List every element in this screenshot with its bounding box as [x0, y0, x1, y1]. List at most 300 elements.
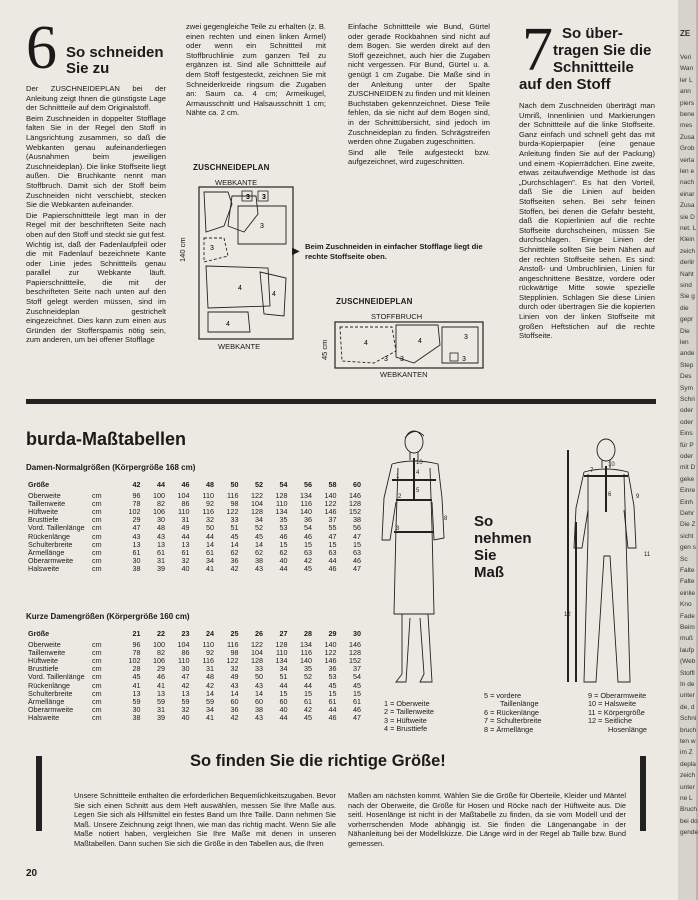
- measurement-value: 46: [304, 531, 312, 541]
- measurement-value: 46: [279, 531, 288, 541]
- measurement-value: 128: [349, 648, 361, 658]
- measurement-value: 40: [181, 563, 190, 573]
- adjacent-page-fragment: gende: [680, 829, 698, 837]
- measurement-value: 61: [157, 547, 165, 557]
- measurement-value: 44: [279, 680, 288, 690]
- measurement-value: 116: [202, 507, 214, 517]
- measurement-value: 51: [279, 672, 288, 682]
- measurement-value: 63: [304, 547, 312, 557]
- measurement-value: 59: [206, 696, 214, 706]
- measure-title-3: Sie: [474, 547, 497, 564]
- measurement-value: 30: [132, 704, 141, 714]
- table-row: [26, 557, 363, 565]
- measurement-value: 102: [128, 656, 141, 666]
- measurement-value: 140: [324, 491, 337, 501]
- measurement-value: 44: [279, 563, 288, 573]
- measurement-value: 38: [353, 515, 361, 525]
- measurement-value: 15: [279, 688, 288, 698]
- measurement-value: 41: [206, 712, 214, 722]
- adjacent-page-fragment: Stoffl: [680, 669, 695, 677]
- measurement-value: 140: [300, 507, 312, 517]
- measure-title-1: So: [474, 513, 494, 530]
- measurement-value: 31: [157, 555, 165, 565]
- section-7-text: [519, 101, 655, 342]
- measurement-value: 59: [157, 696, 165, 706]
- section-divider: [26, 399, 656, 404]
- plan-1-width-label: 140 cm: [178, 237, 187, 262]
- measurement-value: 110: [202, 640, 214, 650]
- measurement-value: 110: [178, 656, 190, 666]
- piece-number: 3: [464, 334, 468, 341]
- measurement-unit: cm: [92, 672, 102, 682]
- tables-title: burda-Maßtabellen: [26, 429, 187, 449]
- measurement-value: 92: [206, 648, 214, 658]
- measurement-value: 29: [157, 664, 165, 674]
- table-header-row: [26, 630, 363, 641]
- measurement-value: 100: [153, 640, 165, 650]
- paragraph: Beim Zuschneiden in doppelter Stofflage falten Sie in der Regel den Stoff in Längsrichtung zusammen, so daß die Webkanten genau aufeinanderliegen (Ausnahmen beim jeweiligen Zuschneideplan). Die linke Stoffseite liegt außen. Die Bruchkante nennt man Stoffbruch. Damit sich der Stoff beim Zuschneiden nicht verschiebt, stecken Sie die Webkanten aufeinander.: [26, 113, 166, 210]
- size-header: 23: [181, 629, 190, 638]
- measurement-value: 38: [132, 712, 141, 722]
- measurement-value: 48: [157, 523, 165, 533]
- measurement-unit: cm: [92, 499, 102, 509]
- measurement-value: 61: [328, 696, 337, 706]
- legend-item: 1 = Oberweite: [384, 699, 430, 708]
- section-6-title-1: So schneiden: [66, 44, 164, 61]
- measurement-value: 104: [251, 499, 263, 509]
- measurement-value: 38: [132, 563, 141, 573]
- adjacent-page-fragment: Fade: [680, 612, 695, 620]
- adjacent-page-fragment: zeich: [680, 247, 696, 255]
- measurement-unit: cm: [92, 688, 102, 698]
- table-header-row: [26, 481, 363, 492]
- measurement-unit: cm: [92, 539, 102, 549]
- figure-number: 4: [416, 470, 420, 476]
- measurement-value: 128: [251, 656, 263, 666]
- adjacent-page-fragment: Falte: [680, 578, 695, 586]
- size-header: 52: [255, 480, 263, 489]
- measurement-unit: cm: [92, 547, 102, 557]
- measurement-value: 51: [230, 523, 239, 533]
- piece-number: 4: [272, 291, 276, 298]
- measurement-name: Ärmellänge: [28, 696, 65, 706]
- measurement-value: 34: [279, 664, 288, 674]
- measurement-value: 14: [230, 539, 239, 549]
- paragraph: zwei gegengleiche Teile zu erhalten (z. B. einen rechten und einen linken Ärmel) oder wenn ein Schnittteil mit Stoffbruchlinie zum ganzen Teil zu ergänzen ist. Sind alle Schnittteile auf dem Stoff festgesteckt, zeichnen Sie mit Schneiderkreide ringsum die Zugaben an: Saum ca. 4 cm; Armeikugel, Armausschnitt und Halsausschnitt 1 cm; Nähte ca. 2 cm.: [186, 22, 326, 118]
- measurement-value: 122: [251, 491, 263, 501]
- figure-number: 11: [644, 552, 651, 558]
- adjacent-page-fragment: sicht: [680, 532, 694, 540]
- measurement-value: 52: [255, 523, 263, 533]
- adjacent-page-fragment: Die Z: [680, 521, 696, 529]
- measurement-value: 122: [324, 648, 337, 658]
- cutting-plan-2-diagram: [334, 321, 484, 369]
- measurement-value: 44: [304, 680, 312, 690]
- measurement-value: 82: [157, 499, 165, 509]
- measurement-name: Hüftweite: [28, 507, 58, 517]
- adjacent-page-fragment: für P: [680, 441, 694, 449]
- measurement-value: 86: [181, 499, 190, 509]
- measurement-value: 31: [181, 515, 190, 525]
- measurement-value: 134: [300, 491, 312, 501]
- adjacent-page-fragment: Wan: [680, 65, 694, 73]
- measurement-value: 100: [153, 491, 165, 501]
- measurement-value: 40: [181, 712, 190, 722]
- size-header: 60: [353, 480, 361, 489]
- measurement-value: 60: [279, 696, 288, 706]
- adjacent-page-fragment: geke: [680, 475, 695, 483]
- page-number: 20: [26, 868, 38, 879]
- measurement-value: 128: [275, 491, 288, 501]
- measurement-value: 140: [300, 656, 312, 666]
- measurement-value: 146: [349, 491, 361, 501]
- section-7-title-2: tragen Sie die: [553, 42, 652, 59]
- measurement-unit: cm: [92, 531, 102, 541]
- adjacent-page-fragment: derlir: [680, 259, 695, 267]
- section-6-col-2: [186, 22, 326, 119]
- measurement-name: Vord. Taillenlänge: [28, 672, 85, 682]
- measurement-value: 122: [226, 507, 239, 517]
- measurement-name: Rückenlänge: [28, 680, 70, 690]
- adjacent-page-fragment: Schri: [680, 396, 695, 403]
- adjacent-page-fragment: ten w: [680, 738, 696, 745]
- piece-number: 4: [364, 340, 368, 347]
- measurement-value: 44: [181, 531, 190, 541]
- measurement-value: 28: [132, 664, 141, 674]
- measurement-value: 14: [255, 539, 263, 549]
- measurement-value: 45: [304, 563, 312, 573]
- adjacent-page-fragment: Des: [680, 373, 692, 381]
- legend-item: Hosenlänge: [608, 724, 647, 734]
- measurement-value: 116: [202, 656, 214, 666]
- adjacent-page-fragment: laufp: [680, 646, 695, 654]
- measurement-value: 46: [328, 563, 337, 573]
- legend-col-1: [384, 700, 434, 734]
- size-header-label: Größe: [28, 480, 50, 489]
- measurement-value: 146: [324, 507, 337, 517]
- figure-number: 2: [398, 494, 402, 500]
- measurement-value: 44: [328, 555, 337, 565]
- measurement-value: 32: [230, 664, 239, 674]
- adjacent-page-fragment: Veri: [680, 54, 692, 61]
- measurement-value: 46: [157, 672, 165, 682]
- measurement-value: 42: [304, 555, 312, 565]
- measurement-value: 61: [304, 696, 312, 706]
- section-7-title-3: Schnittteile: [553, 59, 634, 76]
- adjacent-page-fragment: net. L: [680, 225, 697, 232]
- measurement-value: 47: [181, 672, 190, 682]
- table-row: [26, 641, 363, 649]
- adjacent-page-fragment: Falte: [680, 567, 695, 574]
- measurement-value: 13: [157, 539, 165, 549]
- legend-item: 7 = Schulterbreite: [484, 716, 542, 726]
- measurement-value: 41: [157, 680, 165, 690]
- short-table-caption: Kurze Damengrößen (Körpergröße 160 cm): [26, 612, 190, 621]
- adjacent-page-fragment: einar: [680, 190, 695, 198]
- piece-number: 3: [400, 356, 404, 363]
- measurement-value: 34: [206, 555, 214, 565]
- measurement-value: 96: [132, 491, 141, 501]
- measurement-value: 37: [328, 515, 337, 525]
- legend-item: 11 = Körpergröße: [588, 707, 645, 717]
- arrow-right-icon: ▶: [292, 246, 300, 257]
- measurement-value: 45: [353, 680, 361, 690]
- measurement-value: 55: [328, 523, 337, 533]
- measurement-value: 62: [230, 547, 239, 557]
- piece-number: 3: [384, 356, 388, 363]
- measurement-name: Oberarmweite: [28, 555, 74, 565]
- measurement-value: 14: [230, 688, 239, 698]
- measurement-value: 43: [255, 680, 263, 690]
- measurement-value: 33: [230, 515, 239, 525]
- section-7-title-1: So über-: [562, 25, 623, 42]
- size-header: 21: [132, 629, 141, 638]
- measurement-value: 32: [206, 515, 214, 525]
- measurement-value: 36: [304, 515, 312, 525]
- size-header-label: Größe: [28, 629, 50, 638]
- measurement-value: 61: [353, 696, 361, 706]
- adjacent-page-fragment: ande: [680, 350, 695, 358]
- measurement-value: 152: [349, 507, 361, 517]
- size-header: 25: [230, 629, 239, 638]
- piece-number: 4: [238, 285, 242, 292]
- measurement-value: 49: [181, 523, 190, 533]
- adjacent-page-fragment: (Web: [680, 658, 696, 666]
- size-header: 30: [353, 629, 361, 638]
- measurement-value: 116: [227, 640, 239, 650]
- figure-number: 6: [608, 492, 612, 498]
- measurement-value: 92: [206, 499, 214, 509]
- measurement-value: 13: [132, 688, 141, 698]
- measurement-value: 15: [279, 539, 288, 549]
- measurement-unit: cm: [92, 523, 102, 533]
- back-figure-illustration: [560, 436, 656, 690]
- table-row: [26, 673, 363, 681]
- paragraph: Einfache Schnittteile wie Bund, Gürtel oder gerade Rockbahnen sind nicht auf dem Bogen. Sie werden direkt auf den Stoff gezeichnet, auch hier die Zugaben nicht vergessen. Für Bund, Gürtel u. ä. genügt 1 cm Zugabe. Die Maße sind in der Anleitung unter der Spalte ZUSCHNEIDEN zu finden und mit kleinen Buchstaben gekennzeichnet. Diese Teile fehlen, da sie nicht auf dem Bogen sind, in der Schnittübersicht, sind jedoch im Zuschneideplan zu finden. Schrägstreifen werden ohne Zugaben zugeschnitten.: [348, 22, 490, 147]
- size-header: 28: [304, 629, 312, 638]
- measurement-value: 43: [132, 531, 141, 541]
- measurement-value: 46: [353, 555, 361, 565]
- measurement-value: 61: [181, 547, 190, 557]
- measurement-value: 59: [181, 696, 190, 706]
- right-accent-bar: [640, 756, 646, 831]
- measurement-value: 116: [227, 491, 239, 501]
- legend-col-2: [484, 692, 541, 734]
- measurement-value: 35: [279, 515, 288, 525]
- measurement-value: 43: [255, 712, 263, 722]
- adjacent-page-fragment: bene: [680, 111, 695, 118]
- legend-item: 10 = Halsweite: [588, 699, 637, 709]
- plan-2-bottom-label: WEBKANTEN: [380, 370, 428, 379]
- legend-item: 6 = Rückenlänge: [484, 707, 539, 717]
- measurement-value: 98: [230, 648, 239, 658]
- measurement-value: 34: [255, 515, 263, 525]
- size-header: 54: [279, 480, 288, 489]
- measurement-value: 116: [300, 499, 312, 509]
- measurement-value: 35: [304, 664, 312, 674]
- measurement-value: 41: [206, 563, 214, 573]
- measurement-value: 78: [132, 648, 141, 658]
- adjacent-page-fragment: oder: [680, 453, 694, 460]
- measurement-value: 41: [132, 680, 141, 690]
- adjacent-page-text: [680, 0, 696, 900]
- adjacent-page-fragment: Eins: [680, 430, 693, 438]
- measurement-unit: cm: [92, 640, 102, 650]
- measurement-value: 134: [275, 507, 288, 517]
- measurement-value: 42: [230, 712, 239, 722]
- adjacent-page-fragment: Klein: [680, 236, 695, 244]
- measurement-value: 146: [324, 656, 337, 666]
- table-row: [26, 500, 363, 508]
- legend-item: 8 = Ärmellänge: [484, 724, 534, 734]
- normal-table-caption: Damen-Normalgrößen (Körpergröße 168 cm): [26, 463, 196, 472]
- figure-number: 1: [396, 474, 400, 480]
- measurement-name: Hüftweite: [28, 656, 58, 666]
- measurement-value: 52: [304, 672, 312, 682]
- measurement-value: 15: [353, 539, 361, 549]
- front-figure-illustration: [372, 428, 468, 690]
- measurement-value: 36: [328, 664, 337, 674]
- measurement-value: 42: [304, 704, 312, 714]
- measurement-value: 36: [230, 555, 239, 565]
- section-6-title-2: Sie zu: [66, 60, 110, 77]
- table-row: [26, 492, 363, 500]
- adjacent-page-fragment: sind: [680, 282, 692, 289]
- legend-item: Taillenlänge: [500, 699, 539, 709]
- measurement-value: 31: [206, 664, 214, 674]
- adjacent-page-fragment: Sym: [680, 384, 693, 392]
- size-header: 46: [181, 480, 190, 489]
- adjacent-page-fragment: einlie: [680, 589, 696, 597]
- adjacent-page-fragment: zeich: [680, 772, 696, 780]
- measurement-unit: cm: [92, 656, 102, 666]
- legend-item: 3 = Hüftweite: [384, 715, 427, 725]
- measurement-value: 110: [276, 499, 288, 509]
- normal-size-table: [26, 481, 363, 573]
- plan-1-note: Beim Zuschneiden in einfacher Stofflage liegt die rechte Stoffseite oben.: [305, 242, 483, 261]
- adjacent-page-fragment: die: [680, 304, 689, 312]
- piece-number: 3: [210, 245, 214, 252]
- measurement-value: 15: [304, 688, 312, 698]
- adjacent-page-fragment: ZE: [680, 29, 691, 38]
- plan-2-title: ZUSCHNEIDEPLAN: [336, 297, 413, 306]
- piece-number: 3: [262, 194, 266, 201]
- size-section-right-text: [348, 791, 626, 850]
- legend-item: 9 = Oberarmweite: [588, 691, 647, 700]
- measurement-value: 14: [255, 688, 263, 698]
- measurement-value: 106: [153, 656, 165, 666]
- table-row: [26, 714, 363, 722]
- measurement-unit: cm: [92, 507, 102, 517]
- measurement-value: 46: [328, 712, 337, 722]
- measurement-value: 54: [304, 523, 312, 533]
- measurement-value: 61: [206, 547, 214, 557]
- plan-1-top-label: WEBKANTE: [215, 178, 258, 187]
- measurement-name: Oberweite: [28, 491, 61, 501]
- adjacent-page-fragment: Einre: [680, 487, 696, 495]
- measurement-name: Schulterbreite: [28, 688, 73, 698]
- adjacent-page-fragment: Kno: [680, 601, 692, 609]
- adjacent-page-fragment: bruch: [680, 726, 697, 734]
- size-header: 58: [328, 480, 337, 489]
- section-7-title-4: auf den Stoff: [519, 76, 611, 93]
- paragraph: Die Papierschnittteile legt man in der Regel mit der beschrifteten Seite nach oben auf den Stoff und steckt sie gut fest. Wichtig ist, daß der Fadenlaufpfeil oder die mit Fadenlauf bezeichnete Kante oder Linie jedes Schnittteils genau parallel zur Webkante läuft. Papierschnittteile, die mit der beschrifteten Seite nach unten auf den Stoff gelegt werden müssen, sind im Zuschneideplan gestrichelt eingezeichnet. Dies kann zum einen aus Gründen der Stofferspamis nötig sein, zum anderen, um bei offener Stofflage: [26, 210, 166, 345]
- measurement-value: 13: [132, 539, 141, 549]
- measurement-value: 15: [328, 539, 337, 549]
- measurement-value: 62: [279, 547, 288, 557]
- size-header: 29: [328, 629, 337, 638]
- size-header: 44: [157, 480, 165, 489]
- measurement-value: 43: [157, 531, 165, 541]
- adjacent-page-fragment: Einh: [680, 498, 694, 506]
- adjacent-page-fragment: gen s: [680, 544, 696, 552]
- measurement-value: 15: [304, 539, 312, 549]
- measurement-value: 42: [206, 680, 214, 690]
- adjacent-page-fragment: bei do: [680, 817, 698, 825]
- adjacent-page-fragment: ann: [680, 88, 691, 96]
- adjacent-page-fragment: muß: [680, 635, 693, 643]
- table-row: [26, 549, 363, 557]
- size-section-left-text: [74, 791, 336, 850]
- figure-number: 7: [590, 468, 594, 474]
- measurement-value: 116: [300, 648, 312, 658]
- table-row: [26, 541, 363, 549]
- measurement-value: 78: [132, 499, 141, 509]
- measurement-value: 122: [251, 640, 263, 650]
- size-section-title: So finden Sie die richtige Größe!: [190, 752, 446, 770]
- measurement-value: 47: [328, 531, 337, 541]
- size-header: 42: [132, 480, 141, 489]
- measurement-unit: cm: [92, 712, 102, 722]
- measurement-value: 45: [304, 712, 312, 722]
- paragraph: Unsere Schnittteile enthalten die erforderlichen Bequemlichkeitszugaben. Bevor Sie sich einen Schnitt aus dem Heft auswählen, messen Sie Ihre Maße aus. Legen Sie sich als Hilfsmittel ein festes Band um Ihre Taille. Dann nehmen Sie Maß. Unsere Zeichnung zeigt Ihnen, wie man das richtig macht. Wenn Sie alle Maße notiert haben, vergleichen Sie Ihre Maße mit denen in unseren Maßtabellen. Dann suchen Sie sich die Größe in den Tabellen aus, die Ihren: [74, 791, 336, 848]
- measurement-value: 60: [230, 696, 239, 706]
- measurement-value: 128: [349, 499, 361, 509]
- adjacent-page-fragment: len e: [680, 168, 695, 175]
- measurement-unit: cm: [92, 515, 102, 525]
- adjacent-page-fragment: gepr: [680, 316, 694, 324]
- adjacent-page-fragment: nach: [680, 179, 695, 187]
- measurement-value: 30: [157, 515, 165, 525]
- measurement-value: 110: [202, 491, 214, 501]
- adjacent-page-fragment: ne L: [680, 795, 693, 802]
- adjacent-page-fragment: piers: [680, 99, 695, 107]
- legend-item: 2 = Taillenweite: [384, 707, 434, 717]
- measurement-unit: cm: [92, 563, 102, 573]
- piece-number: 3: [260, 223, 264, 230]
- legend-col-3: [588, 692, 647, 734]
- measurement-value: 47: [353, 712, 361, 722]
- measurement-name: Taillenweite: [28, 499, 66, 509]
- table-row: [26, 533, 363, 541]
- table-row: [26, 524, 363, 532]
- measurement-value: 110: [276, 648, 288, 658]
- table-row: [26, 706, 363, 714]
- measurement-value: 47: [353, 531, 361, 541]
- measurement-value: 32: [181, 704, 190, 714]
- measurement-value: 42: [230, 563, 239, 573]
- measurement-value: 48: [206, 672, 214, 682]
- measurement-unit: cm: [92, 704, 102, 714]
- measurement-value: 62: [255, 547, 263, 557]
- plan-1-title: ZUSCHNEIDEPLAN: [193, 163, 270, 172]
- figure-number: 8: [444, 516, 448, 522]
- measurement-value: 31: [157, 704, 165, 714]
- plan-2-top-label: STOFFBRUCH: [371, 312, 423, 321]
- figure-number: 9: [636, 494, 640, 500]
- section-6-col-1: [26, 84, 166, 346]
- adjacent-page-fragment: Sc: [680, 555, 688, 563]
